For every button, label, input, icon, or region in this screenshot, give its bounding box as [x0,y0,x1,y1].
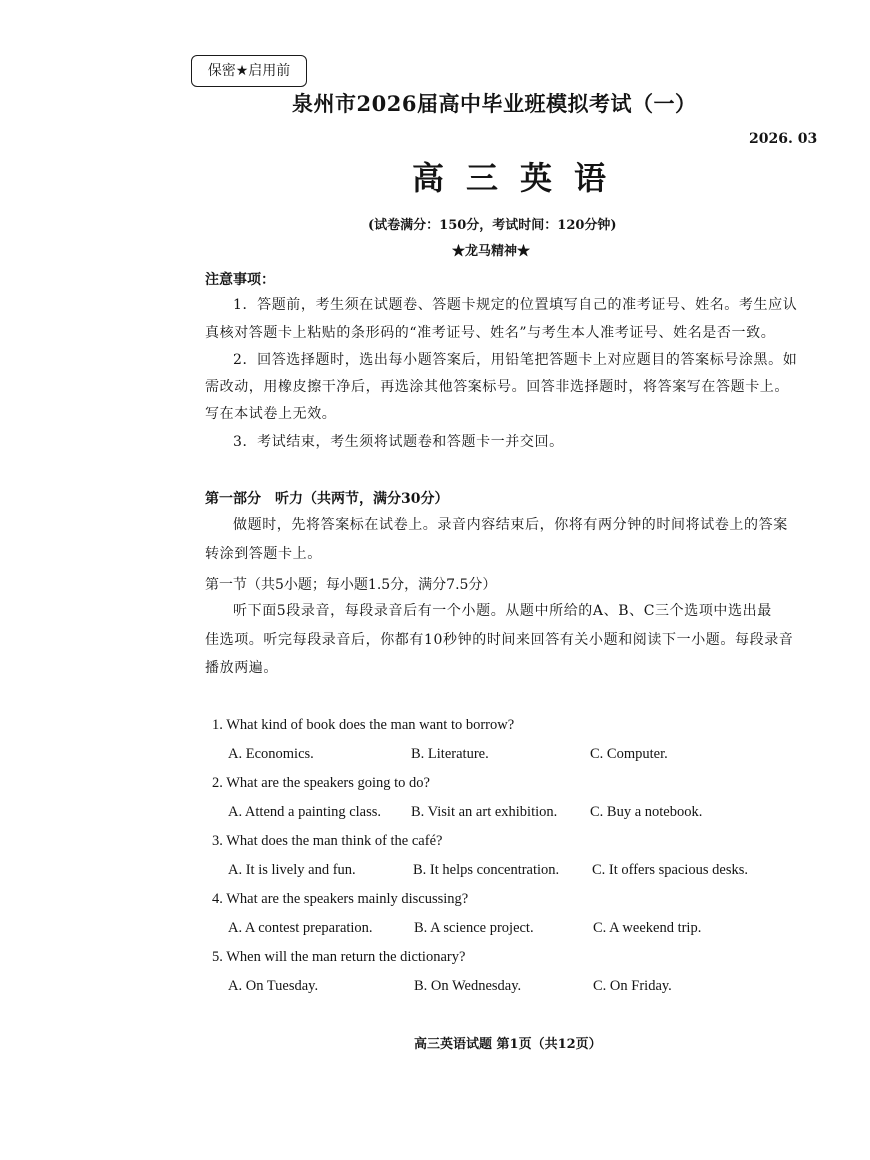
question-stem: 1. What kind of book does the man want to borrow? [212,717,515,733]
part1-intro-line: 转涂到答题卡上。 [205,546,322,562]
exam-title: 泉州市2026届高中毕业班模拟考试（一） [292,91,697,116]
confidential-stamp: 保密★启用前 [191,55,307,87]
page-footer: 高三英语试题 第1页（共12页） [414,1037,602,1052]
notice-line: 1．答题前，考生须在试题卷、答题卡规定的位置填写自己的准考证号、姓名。考生应认 [233,297,798,313]
notice-line: 真核对答题卡上粘贴的条形码的“准考证号、姓名”与考生本人准考证号、姓名是否一致。 [205,325,776,341]
option-b: B. Literature. [411,746,489,762]
part1-intro-line: 做题时，先将答案标在试卷上。录音内容结束后，你将有两分钟的时间将试卷上的答案 [233,517,788,533]
subject-title: 高三英语 [412,159,629,197]
notice-heading: 注意事项： [205,272,275,288]
option-c: C. Computer. [590,746,668,762]
score-and-time-note: (试卷满分：150分，考试时间：120分钟) [368,218,617,233]
section1-intro-line: 佳选项。听完每段录音后，你都有10秒钟的时间来回答有关小题和阅读下一小题。每段录音 [205,632,794,648]
exam-date: 2026. 03 [749,131,818,147]
option-a: A. Economics. [228,746,314,762]
section1-heading: 第一节（共5小题；每小题1.5分，满分7.5分） [205,577,497,593]
option-c: C. Buy a notebook. [590,804,703,820]
option-a: A. Attend a painting class. [228,804,382,820]
question-stem: 2. What are the speakers going to do? [212,775,430,791]
option-b: B. Visit an art exhibition. [411,804,558,820]
option-b: B. A science project. [414,920,534,936]
option-c: C. It offers spacious desks. [592,862,748,878]
option-c: C. A weekend trip. [593,920,702,936]
option-a: A. A contest preparation. [228,920,373,936]
question-stem: 3. What does the man think of the café? [212,833,443,849]
option-b: B. On Wednesday. [414,978,522,994]
notice-line: 2．回答选择题时，选出每小题答案后，用铅笔把答题卡上对应题目的答案标号涂黑。如 [233,352,798,368]
notice-line: 3．考试结束，考生须将试题卷和答题卡一并交回。 [233,434,564,450]
option-a: A. It is lively and fun. [228,862,356,878]
motto: ★龙马精神★ [452,244,531,259]
question-stem: 4. What are the speakers mainly discussing? [212,891,469,907]
part1-heading: 第一部分 听力（共两节，满分30分） [205,491,449,507]
question-stem: 5. When will the man return the dictionary? [212,949,466,965]
notice-line: 需改动，用橡皮擦干净后，再选涂其他答案标号。回答非选择题时，将答案写在答题卡上。 [205,379,789,395]
section1-intro-line: 播放两遍。 [205,660,278,676]
notice-line: 写在本试卷上无效。 [205,406,337,422]
option-b: B. It helps concentration. [413,862,560,878]
option-a: A. On Tuesday. [228,978,319,994]
section1-intro-line: 听下面5段录音，每段录音后有一个小题。从题中所给的A、B、C三个选项中选出最 [233,603,772,619]
option-c: C. On Friday. [593,978,672,994]
